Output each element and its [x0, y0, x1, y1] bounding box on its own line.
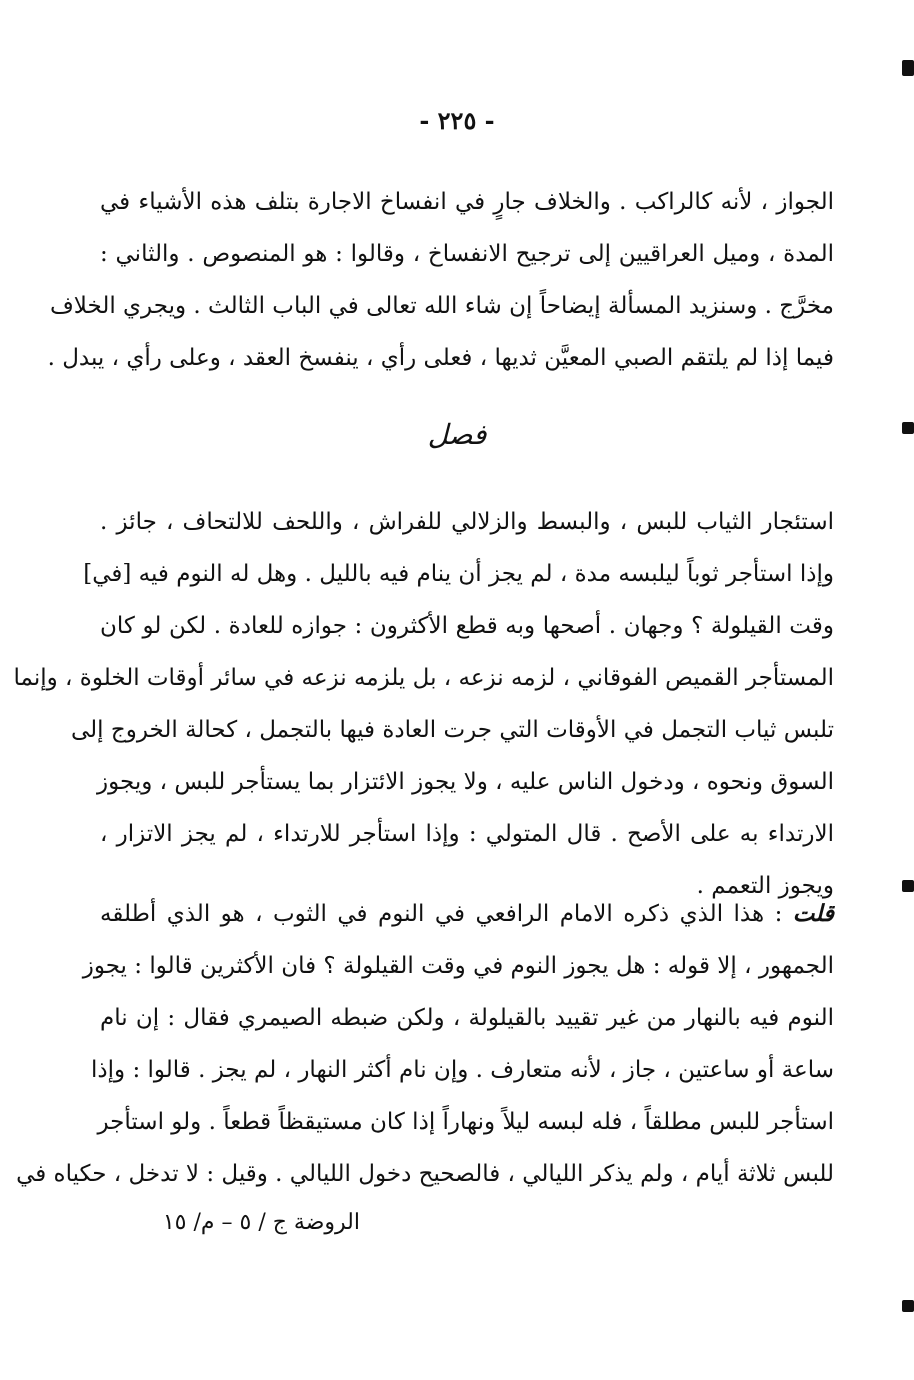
text-line: وقت القيلولة ؟ وجهان . أصحها وبه قطع الأكثرون : جوازه للعادة . لكن لو كان: [100, 613, 834, 639]
footer-signature: الروضة ج / ٥ – م/ ١٥: [162, 1210, 360, 1235]
text-line: للبس ثلاثة أيام ، ولم يذكر الليالي ، فالصحيح دخول الليالي . وقيل : لا تدخل ، حكياه في: [16, 1161, 834, 1187]
text-line: تلبس ثياب التجمل في الأوقات التي جرت العادة فيها بالتجمل ، كحالة الخروج إلى: [70, 717, 834, 743]
text-line: ساعة أو ساعتين ، جاز ، لأنه متعارف . وإن نام أكثر النهار ، لم يجز . قالوا : وإذا: [91, 1057, 834, 1083]
text-line: استأجر للبس مطلقاً ، فله لبسه ليلاً ونهاراً إذا كان مستيقظاً قطعاً . ولو استأجر: [97, 1109, 834, 1135]
text-line: الجمهور ، إلا قوله : هل يجوز النوم في وقت القيلولة ؟ فان الأكثرين قالوا : يجوز: [82, 953, 834, 979]
text-line: مخرَّج . وسنزيد المسألة إيضاحاً إن شاء الله تعالى في الباب الثالث . ويجري الخلاف: [49, 293, 834, 319]
text-line: المدة ، وميل العراقيين إلى ترجيح الانفساخ ، وقالوا : هو المنصوص . والثاني :: [100, 241, 834, 267]
page-number: - ٢٢٥ -: [419, 106, 495, 135]
text-line: الارتداء به على الأصح . قال المتولي : وإذا استأجر للارتداء ، لم يجز الاتزار ،: [100, 821, 834, 847]
text-line: النوم فيه بالنهار من غير تقييد بالقيلولة ، ولكن ضبطه الصيمري فقال : إن نام: [100, 1005, 834, 1031]
text-line: استئجار الثياب للبس ، والبسط والزلالي للفراش ، واللحف للالتحاف ، جائز .: [100, 509, 834, 535]
text-line: فيما إذا لم يلتقم الصبي المعيَّن ثديها ، فعلى رأي ، ينفسخ العقد ، وعلى رأي ، يبدل .: [47, 345, 834, 371]
qult-label: قلت: [792, 900, 834, 927]
text-line: وإذا استأجر ثوباً ليلبسه مدة ، لم يجز أن ينام فيه بالليل . وهل له النوم فيه [في]: [83, 561, 834, 587]
margin-mark: [902, 880, 914, 892]
text-line: السوق ونحوه ، ودخول الناس عليه ، ولا يجوز الائتزار بما يستأجر للبس ، ويجوز: [97, 769, 834, 795]
paragraph-2: [13, 496, 834, 912]
paragraph-3: [16, 888, 834, 1200]
text-line: الجواز ، لأنه كالراكب . والخلاف جارٍ في انفساخ الاجارة بتلف هذه الأشياء في: [100, 189, 834, 215]
margin-mark: [902, 1300, 914, 1312]
paragraph-1: [47, 176, 834, 384]
text-line-first: [100, 888, 834, 940]
margin-mark: [902, 60, 914, 76]
text-line: المستأجر القميص الفوقاني ، لزمه نزعه ، بل يلزمه نزعه في سائر أوقات الخلوة ، وإنما: [13, 665, 834, 691]
section-heading: فصل: [427, 418, 487, 451]
text-segment: : هذا الذي ذكره الامام الرافعي في النوم في الثوب ، هو الذي أطلقه: [100, 901, 793, 927]
text-line: ويجوز التعمم .: [696, 873, 834, 899]
